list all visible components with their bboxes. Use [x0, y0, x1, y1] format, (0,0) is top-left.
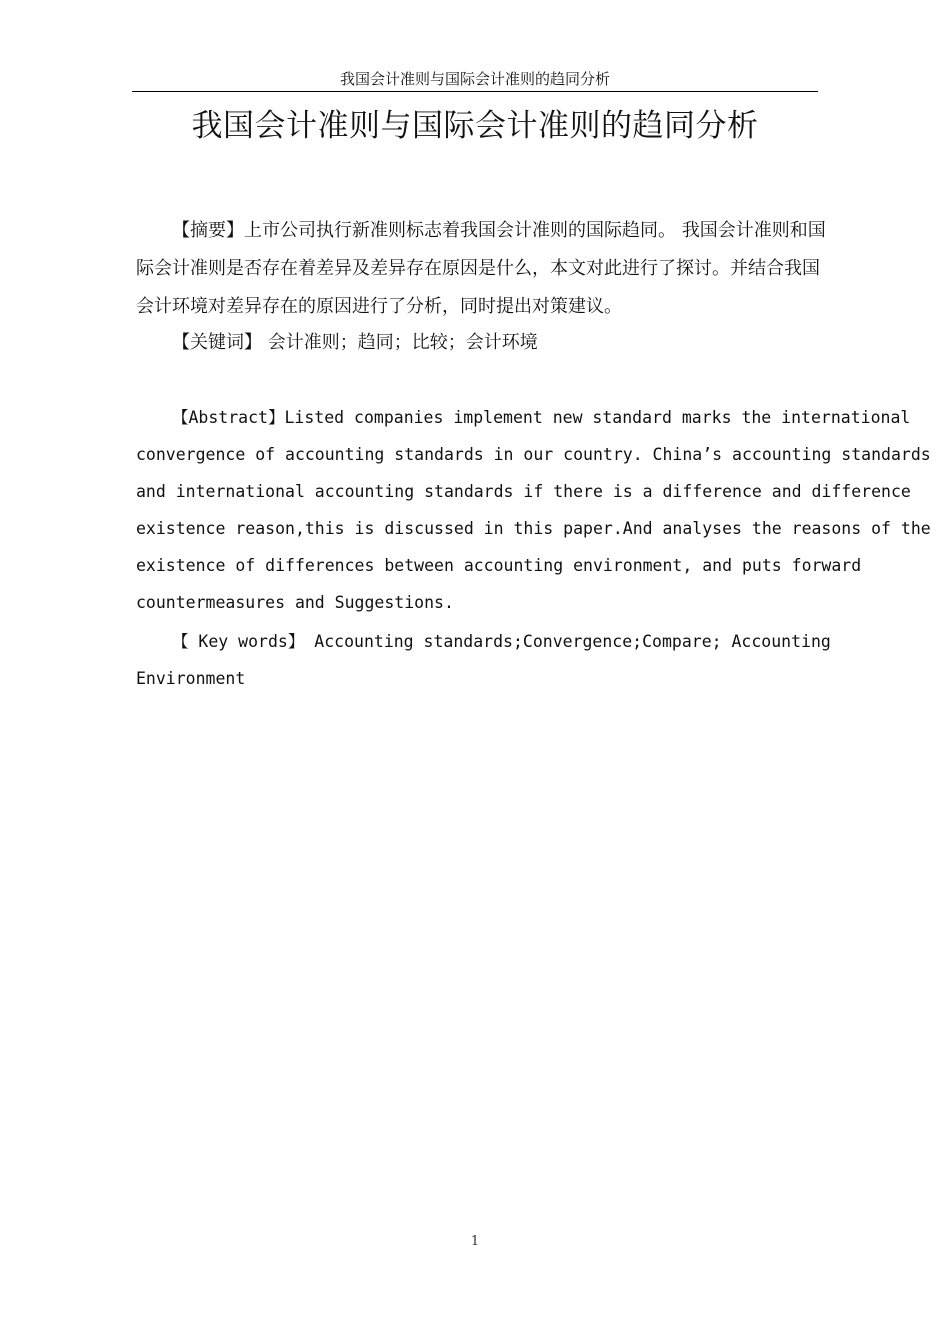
chinese-keywords-label: 【关键词】 — [172, 332, 262, 353]
running-header: 我国会计准则与国际会计准则的趋同分析 — [339, 70, 610, 88]
english-abstract-text: Listed companies implement new standard marks the international convergence of accounting standards in our country. China’s accounting standards and international accounting standards if there is a difference and difference existence reason,this is discussed in this paper.And analyses the reasons of the existence of differences between accounting environment, and puts forward countermeasures and Suggestions. — [136, 408, 931, 612]
chinese-abstract-label: 【摘要】 — [172, 220, 244, 241]
chinese-keywords-text: 会计准则；趋同；比较；会计环境 — [262, 332, 538, 353]
chinese-abstract — [136, 212, 826, 326]
chinese-keywords — [136, 324, 826, 362]
english-abstract-label: 【Abstract】 — [172, 408, 285, 427]
english-keywords — [136, 623, 836, 697]
english-keywords-text: Accounting standards;Convergence;Compare; Accounting Environment — [136, 632, 831, 688]
page-number: 1 — [470, 1234, 480, 1249]
english-abstract — [136, 399, 942, 621]
english-keywords-label: 【 Key words】 — [172, 632, 305, 651]
document-title: 我国会计准则与国际会计准则的趋同分析 — [191, 108, 759, 144]
chinese-abstract-text: 上市公司执行新准则标志着我国会计准则的国际趋同。 我国会计准则和国际会计准则是否存在着差异及差异存在原因是什么，本文对此进行了探讨。并结合我国会计环境对差异存在的原因进行了分析，同时提出对策建议。 — [136, 220, 826, 317]
header-divider — [132, 91, 818, 92]
